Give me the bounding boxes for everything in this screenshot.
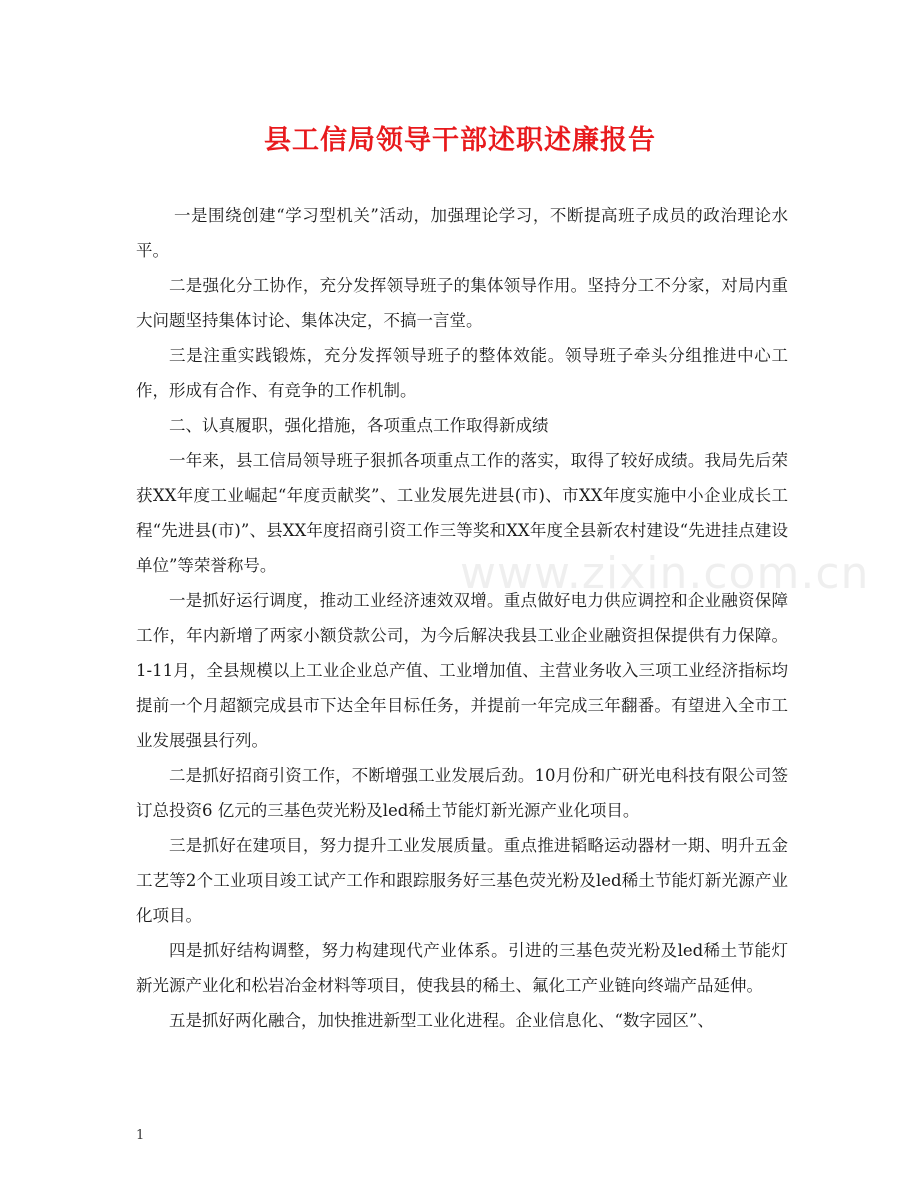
page-number: 1 <box>136 1128 145 1143</box>
paragraph-1: 一是围绕创建“学习型机关”活动，加强理论学习，不断提高班子成员的政治理论水平。 <box>136 206 788 260</box>
paragraph-2: 二是强化分工协作，充分发挥领导班子的集体领导作用。坚持分工不分家，对局内重大问题坚持集体讨论、集体决定，不搞一言堂。 <box>136 276 788 330</box>
paragraph-6: 一是抓好运行调度，推动工业经济速效双增。重点做好电力供应调控和企业融资保障工作，年内新增了两家小额贷款公司，为今后解决我县工业企业融资担保提供有力保障。1-11月，全县规模以上工业企业总产值、工业增加值、主营业务收入三项工业经济指标均提前一个月超额完成县市下达全年目标任务，并提前一年完成三年翻番。有望进入全市工业发展强县行列。 <box>136 591 788 750</box>
paragraph-10: 五是抓好两化融合，加快推进新型工业化进程。企业信息化、“数字园区”、 <box>169 1011 714 1030</box>
document-body <box>136 198 788 1038</box>
watermark: www.zixin.com.cn <box>460 548 870 599</box>
paragraph-7: 二是抓好招商引资工作，不断增强工业发展后劲。10月份和广研光电科技有限公司签订总投资6 亿元的三基色荧光粉及led稀土节能灯新光源产业化项目。 <box>136 766 788 820</box>
paragraph-8: 三是抓好在建项目，努力提升工业发展质量。重点推进韬略运动器材一期、明升五金工艺等2个工业项目竣工试产工作和跟踪服务好三基色荧光粉及led稀土节能灯新光源产业化项目。 <box>136 836 788 925</box>
paragraph-9: 四是抓好结构调整，努力构建现代产业体系。引进的三基色荧光粉及led稀土节能灯新光源产业化和松岩冶金材料等项目，使我县的稀土、氟化工产业链向终端产品延伸。 <box>136 941 788 995</box>
document-title: 县工信局领导干部述职述廉报告 <box>264 125 656 156</box>
paragraph-3: 三是注重实践锻炼，充分发挥领导班子的整体效能。领导班子牵头分组推进中心工作，形成有合作、有竞争的工作机制。 <box>136 346 788 400</box>
section-heading-2: 二、认真履职，强化措施，各项重点工作取得新成绩 <box>169 416 549 435</box>
paragraph-5: 一年来，县工信局领导班子狠抓各项重点工作的落实，取得了较好成绩。我局先后荣获XX年度工业崛起“年度贡献奖”、工业发展先进县(市)、市XX年度实施中小企业成长工程“先进县(市)”、县XX年度招商引资工作三等奖和XX年度全县新农村建设“先进挂点建设单位”等荣誉称号。 <box>136 451 788 575</box>
